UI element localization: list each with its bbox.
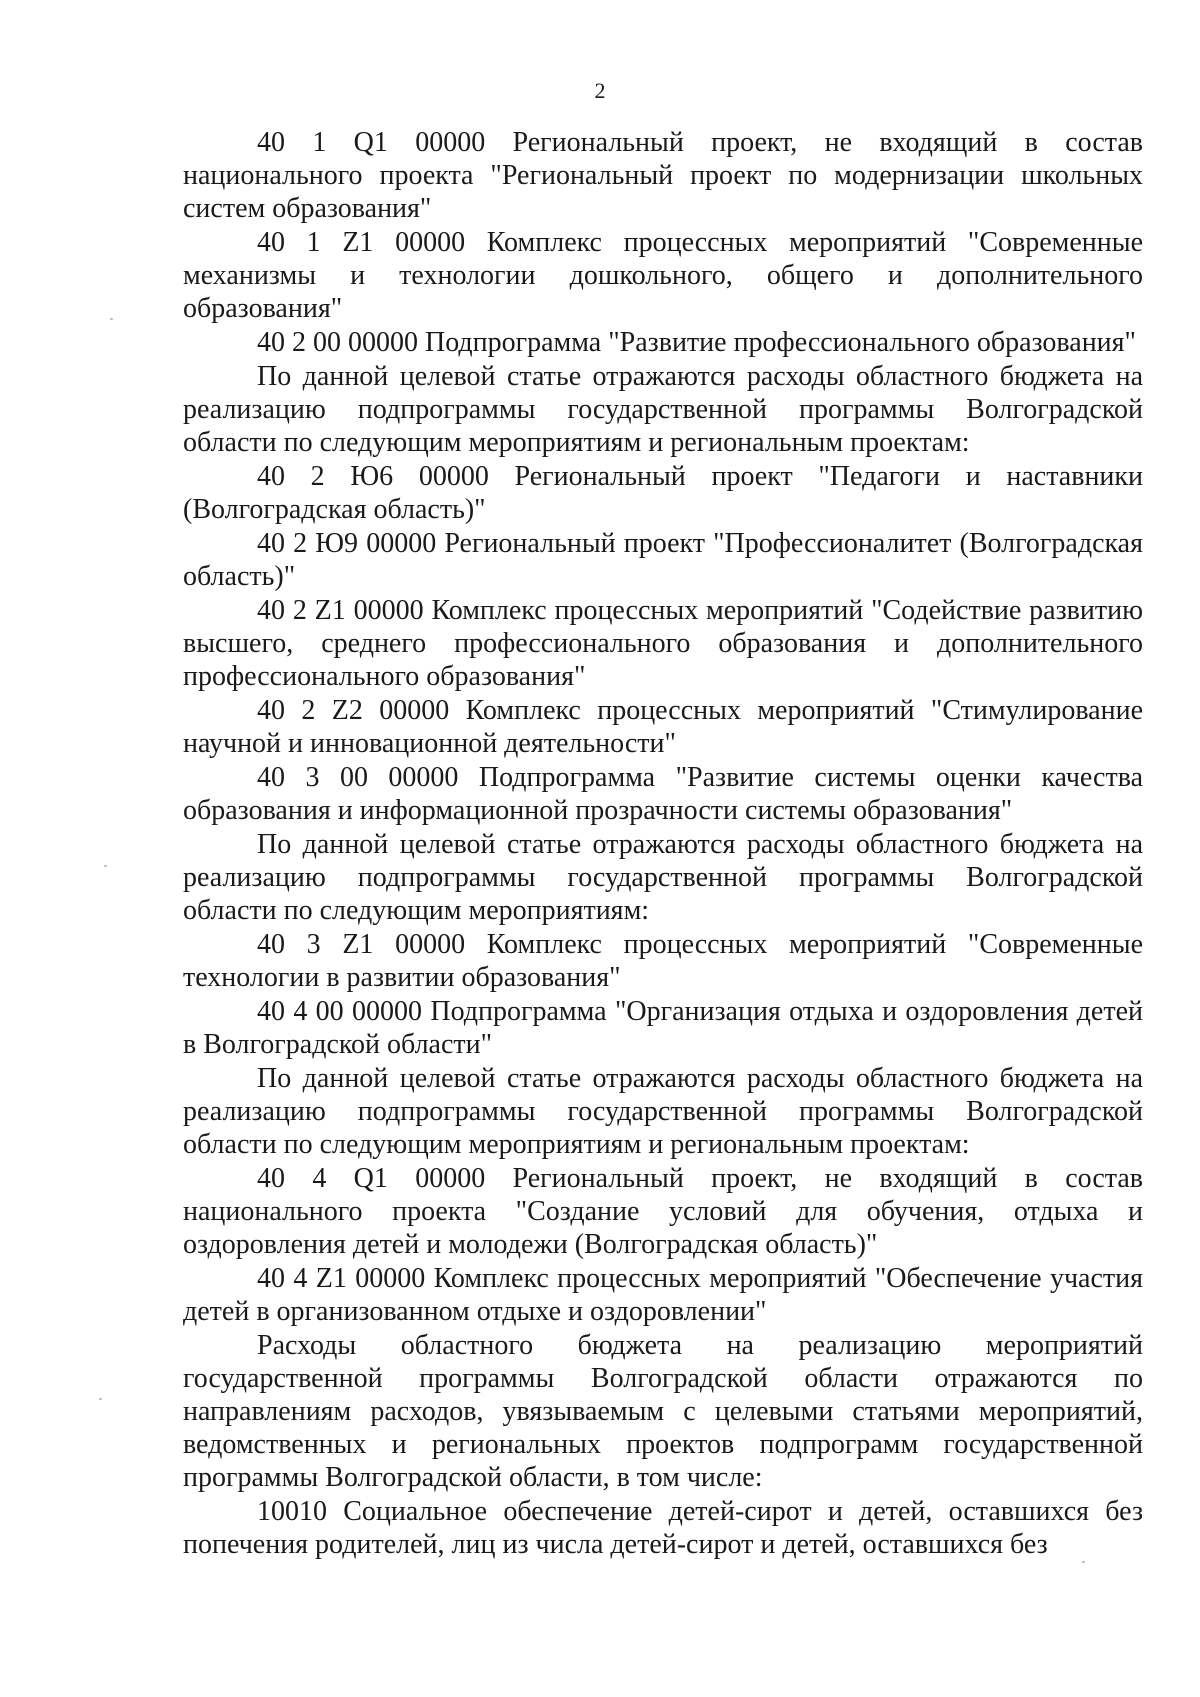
paragraph-description-2: По данной целевой статье отражаются расходы областного бюджета на реализацию подпрограммы государственной программы Волгоградской области по следующим мероприятиям и региональным проектам:: [183, 361, 1143, 458]
paragraph-40-4-q1: 40 4 Q1 00000 Региональный проект, не входящий в состав национального проекта "Создание условий для обучения, отдыха и оздоровления детей и молодежи (Волгоградская область)": [183, 1163, 1143, 1260]
paragraph-10010: 10010 Социальное обеспечение детей-сирот и детей, оставшихся без попечения родителей, лиц из числа детей-сирот и детей, оставшихся без: [183, 1496, 1143, 1560]
document-body: [183, 126, 1143, 1561]
paragraph-40-2-z1: 40 2 Z1 00000 Комплекс процессных мероприятий "Содействие развитию высшего, среднего профессионального образования и дополнительного профессионального образования": [183, 595, 1143, 692]
paragraph-description-3: По данной целевой статье отражаются расходы областного бюджета на реализацию подпрограммы государственной программы Волгоградской области по следующим мероприятиям:: [183, 829, 1143, 926]
scan-speck: [1082, 1561, 1085, 1563]
paragraph-description-4: По данной целевой статье отражаются расходы областного бюджета на реализацию подпрограммы государственной программы Волгоградской области по следующим мероприятиям и региональным проектам:: [183, 1063, 1143, 1160]
paragraph-40-4-z1: 40 4 Z1 00000 Комплекс процессных мероприятий "Обеспечение участия детей в организованном отдыхе и оздоровлении": [183, 1263, 1143, 1327]
paragraph-40-3-subprogram: 40 3 00 00000 Подпрограмма "Развитие системы оценки качества образования и информационной прозрачности системы образования": [183, 762, 1143, 826]
scan-speck: [110, 318, 113, 320]
paragraph-expenses-directions: Расходы областного бюджета на реализацию мероприятий государственной программы Волгоградской области отражаются по направлениям расходов, увязываемым с целевыми статьями мероприятий, ведомственных и региональных проектов подпрограмм государственной программы Волгоградской области, в том числе:: [183, 1330, 1143, 1493]
paragraph-40-1-z1: 40 1 Z1 00000 Комплекс процессных мероприятий "Современные механизмы и технологии дошкольного, общего и дополнительного образования": [183, 227, 1143, 324]
paragraph-40-2-yu6: 40 2 Ю6 00000 Региональный проект "Педагоги и наставники (Волгоградская область)": [183, 461, 1143, 525]
paragraph-40-2-yu9: 40 2 Ю9 00000 Региональный проект "Профессионалитет (Волгоградская область)": [183, 528, 1143, 592]
scan-speck: [99, 1398, 102, 1400]
paragraph-40-2-z2: 40 2 Z2 00000 Комплекс процессных мероприятий "Стимулирование научной и инновационной деятельности": [183, 695, 1143, 759]
page-number: 2: [594, 78, 606, 103]
paragraph-40-2-subprogram: 40 2 00 00000 Подпрограмма "Развитие профессионального образования": [257, 327, 1136, 358]
scan-speck: [104, 865, 107, 867]
paragraph-40-4-subprogram: 40 4 00 00000 Подпрограмма "Организация отдыха и оздоровления детей в Волгоградской области": [183, 996, 1143, 1060]
paragraph-40-1-q1: 40 1 Q1 00000 Региональный проект, не входящий в состав национального проекта "Региональный проект по модернизации школьных систем образования": [183, 127, 1143, 224]
paragraph-40-3-z1: 40 3 Z1 00000 Комплекс процессных мероприятий "Современные технологии в развитии образования": [183, 929, 1143, 993]
